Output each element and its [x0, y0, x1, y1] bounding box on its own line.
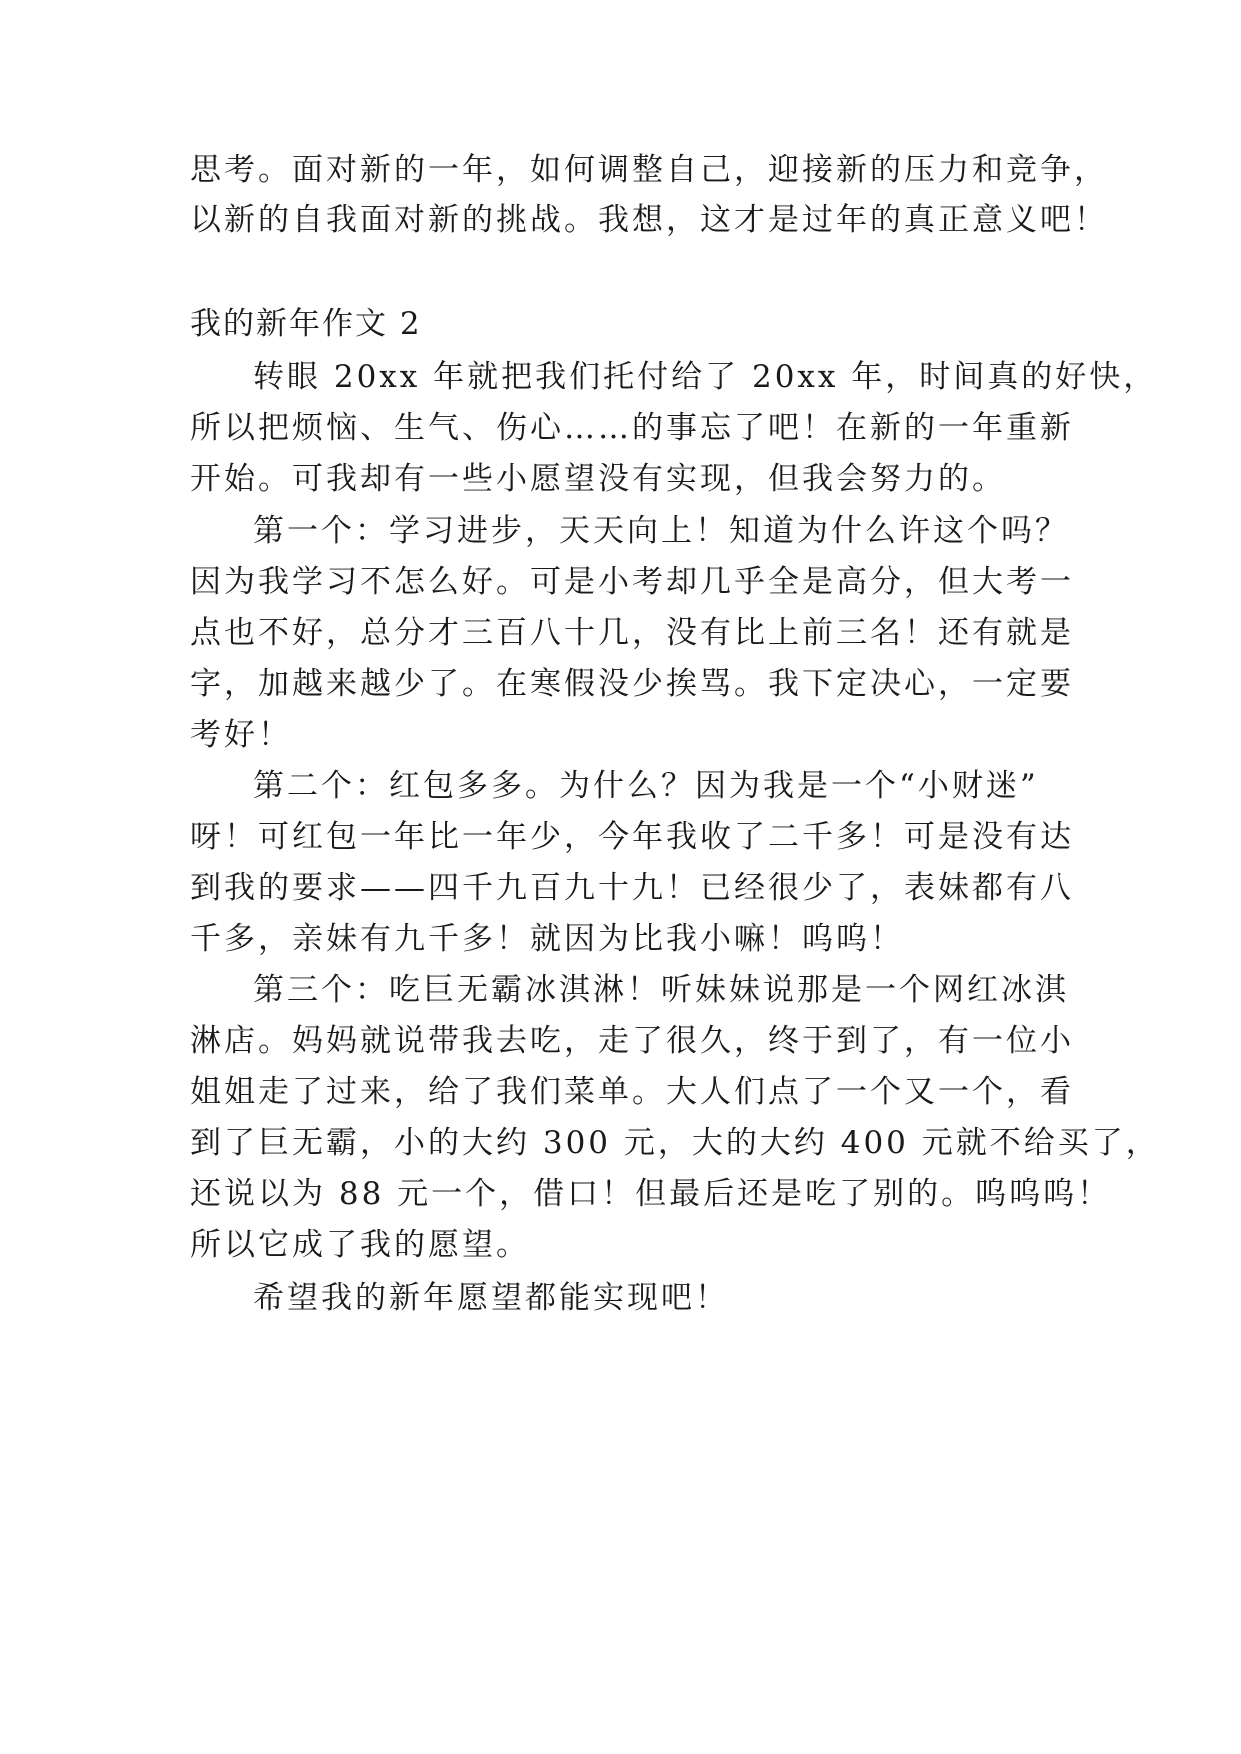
paragraph-line: 考好！ — [190, 717, 292, 753]
paragraph-line: 千多，亲妹有九千多！就因为比我小嘛！呜呜！ — [190, 921, 904, 957]
intro-line: 思考。面对新的一年，如何调整自己，迎接新的压力和竞争， — [190, 152, 1108, 188]
paragraph-line: 希望我的新年愿望都能实现吧！ — [253, 1280, 729, 1316]
intro-line: 以新的自我面对新的挑战。我想，这才是过年的真正意义吧！ — [190, 202, 1108, 238]
paragraph-line: 开始。可我却有一些小愿望没有实现，但我会努力的。 — [190, 461, 1006, 497]
paragraph-line: 第二个：红包多多。为什么？因为我是一个“小财迷” — [253, 768, 1039, 804]
paragraph-line: 姐姐走了过来，给了我们菜单。大人们点了一个又一个，看 — [190, 1074, 1074, 1110]
paragraph-line: 呀！可红包一年比一年少，今年我收了二千多！可是没有达 — [190, 819, 1074, 855]
paragraph-line: 到我的要求——四千九百九十九！已经很少了，表妹都有八 — [190, 870, 1074, 906]
paragraph-line: 转眼 20xx 年就把我们托付给了 20xx 年，时间真的好快， — [253, 359, 1158, 395]
paragraph-line: 淋店。妈妈就说带我去吃，走了很久，终于到了，有一位小 — [190, 1023, 1074, 1059]
paragraph-line: 所以它成了我的愿望。 — [190, 1227, 530, 1263]
paragraph-line: 点也不好，总分才三百八十几，没有比上前三名！还有就是 — [190, 615, 1074, 651]
paragraph-line: 第一个：学习进步，天天向上！知道为什么许这个吗？ — [253, 513, 1069, 549]
paragraph-line: 所以把烦恼、生气、伤心……的事忘了吧！在新的一年重新 — [190, 410, 1074, 446]
paragraph-line: 第三个：吃巨无霸冰淇淋！听妹妹说那是一个网红冰淇 — [253, 972, 1069, 1008]
paragraph-line: 还说以为 88 元一个，借口！但最后还是吃了别的。呜呜呜！ — [190, 1176, 1112, 1212]
paragraph-line: 因为我学习不怎么好。可是小考却几乎全是高分，但大考一 — [190, 564, 1074, 600]
paragraph-line: 字，加越来越少了。在寒假没少挨骂。我下定决心，一定要 — [190, 666, 1074, 702]
section-title: 我的新年作文 2 — [190, 306, 422, 342]
paragraph-line: 到了巨无霸，小的大约 300 元，大的大约 400 元就不给买了， — [190, 1125, 1160, 1161]
